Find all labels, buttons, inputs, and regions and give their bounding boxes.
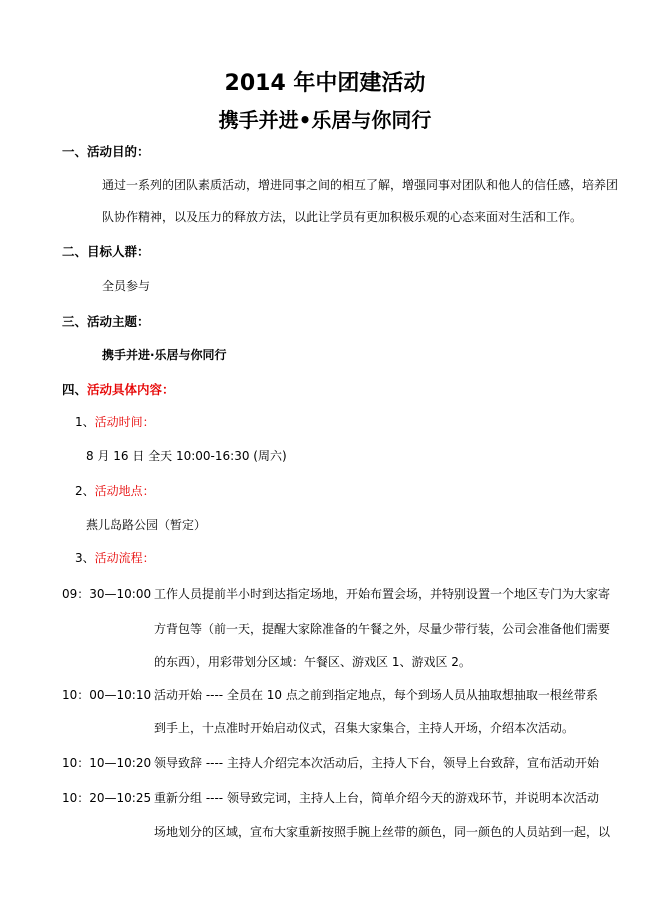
section2-heading: 二、目标人群： — [62, 244, 150, 259]
schedule-line: 活动开始 ---- 全员在 10 点之前到指定地点，每个到场人员从抽取想抽取一根丝带系 — [154, 688, 598, 702]
item3-num: 3、 — [75, 551, 95, 565]
page-subtitle: 携手并进•乐居与你同行 — [218, 108, 432, 132]
section3-body: 携手并进·乐居与你同行 — [102, 348, 227, 362]
item2-body: 燕儿岛路公园（暂定） — [86, 518, 207, 532]
section3-heading: 三、活动主题： — [62, 314, 150, 329]
section4-prefix: 四、 — [62, 382, 88, 397]
section1-line-1: 通过一系列的团队素质活动，增进同事之间的相互了解，增强同事对团队和他人的信任感，培养团 — [102, 178, 619, 192]
schedule-time: 10：00—10:10 — [62, 688, 152, 702]
schedule-line: 工作人员提前半小时到达指定场地，开始布置会场，并特别设置一个地区专门为大家寄 — [154, 587, 611, 601]
section1-line-2: 队协作精神，以及压力的释放方法，以此让学员有更加积极乐观的心态来面对生活和工作。 — [102, 210, 583, 224]
schedule-line: 的东西），用彩带划分区域：午餐区、游戏区 1、游戏区 2。 — [154, 655, 471, 669]
item1-heading — [75, 413, 155, 430]
schedule-time: 10：10—10:20 — [62, 756, 152, 770]
item2-heading — [75, 482, 155, 499]
item1-label: 活动时间： — [94, 415, 155, 429]
item2-num: 2、 — [75, 484, 95, 498]
item2-label: 活动地点： — [94, 484, 155, 498]
schedule-line: 方背包等（前一天，提醒大家除准备的午餐之外，尽量少带行装，公司会准备他们需要 — [154, 622, 611, 636]
schedule-line: 场地划分的区域，宣布大家重新按照手腕上丝带的颜色，同一颜色的人员站到一起，以 — [154, 825, 611, 839]
item3-label: 活动流程： — [94, 551, 155, 565]
section1-heading: 一、活动目的： — [62, 144, 150, 159]
section2-body: 全员参与 — [102, 279, 151, 293]
page-title: 2014 年中团建活动 — [224, 71, 426, 96]
item1-body: 8 月 16 日 全天 10:00-16:30 (周六) — [86, 449, 287, 463]
schedule-time: 10：20—10:25 — [62, 791, 152, 805]
item3-heading — [75, 549, 155, 566]
schedule-time: 09：30—10:00 — [62, 587, 152, 601]
schedule-line: 到手上，十点准时开始启动仪式，召集大家集合，主持人开场，介绍本次活动。 — [154, 721, 575, 735]
schedule-line: 重新分组 ---- 领导致完词，主持人上台，简单介绍今天的游戏环节，并说明本次活动 — [154, 791, 599, 805]
section4-heading-text: 活动具体内容： — [87, 382, 175, 397]
schedule-line: 领导致辞 ---- 主持人介绍完本次活动后，主持人下台，领导上台致辞，宣布活动开始 — [154, 756, 599, 770]
item1-num: 1、 — [75, 415, 95, 429]
section4-heading — [62, 380, 175, 398]
